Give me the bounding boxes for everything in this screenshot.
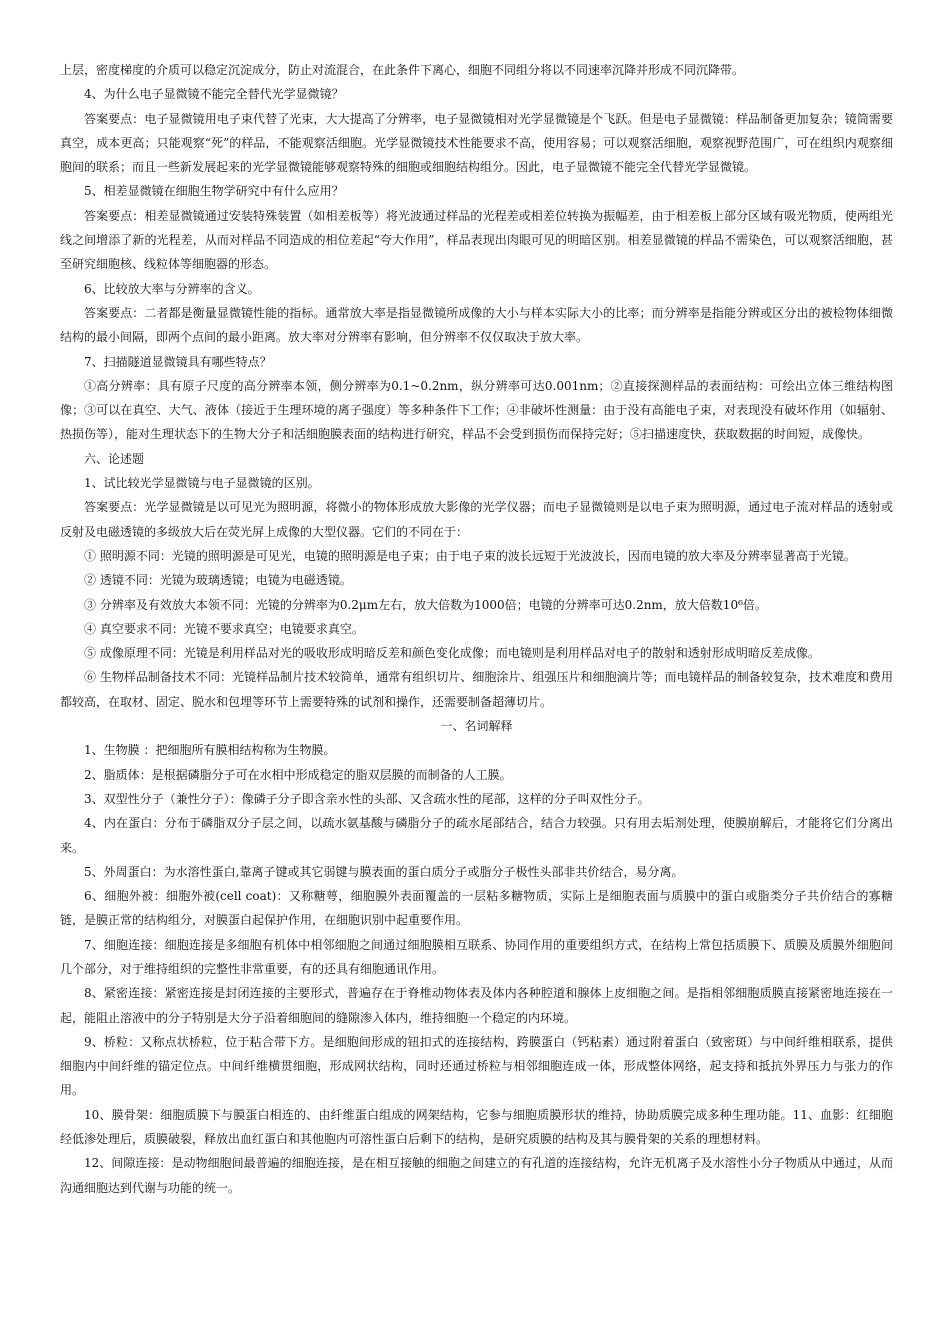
section-heading-essay: 六、论述题 bbox=[84, 451, 145, 466]
term-membrane-skeleton: 10、膜骨架：细胞质膜下与膜蛋白相连的、由纤维蛋白组成的网架结构，它参与细胞质膜形状的维持，协助质膜完成多种生理功能。11、血影：红细胞经低渗处理后，质膜破裂，释放出血红蛋白和其他胞内可溶性蛋白后剩下的结构，是研究质膜的结构及其与膜骨架的关系的理想材料。 bbox=[60, 1107, 893, 1147]
question-7: 7、扫描隧道显微镜具有哪些特点？ bbox=[84, 354, 272, 369]
term-peripheral-protein: 5、外周蛋白：为水溶性蛋白,靠离子键或其它弱键与膜表面的蛋白质分子或脂分子极性头部非共价结合，易分离。 bbox=[84, 864, 684, 879]
term-gap-junction: 12、间隙连接：是动物细胞间最普遍的细胞连接，是在相互接触的细胞之间建立的有孔道的连接结构，允许无机离子及水溶性小分子物质从中通过，从而沟通细胞达到代谢与功能的统一。 bbox=[60, 1156, 893, 1195]
question-4: 4、为什么电子显微镜不能完全替代光学显微镜？ bbox=[84, 87, 344, 102]
term-biomembrane: 1、生物膜 ：把细胞所有膜相结构称为生物膜。 bbox=[84, 743, 336, 758]
term-integral-protein: 4、内在蛋白：分布于磷脂双分子层之间，以疏水氨基酸与磷脂分子的疏水尾部结合，结合力较强。只有用去垢剂处理，使膜崩解后，才能将它们分离出来。 bbox=[60, 816, 893, 855]
difference-item-2: ② 透镜不同：光镜为玻璃透镜；电镜为电磁透镜。 bbox=[84, 573, 352, 588]
essay-answer-intro: 答案要点：光学显微镜是以可见光为照明源，将微小的物体形成放大影像的光学仪器；而电子显微镜则是以电子束为照明源，通过电子流对样品的透射或反射及电磁透镜的多级放大后在荧光屏上成像的大型仪器。它们的不同在于： bbox=[60, 500, 893, 539]
document-page bbox=[60, 58, 893, 1200]
term-liposome: 2、脂质体：是根据磷脂分子可在水相中形成稳定的脂双层膜的而制备的人工膜。 bbox=[84, 767, 512, 782]
difference-item-6: ⑥ 生物样品制备技术不同：光镜样品制片技术较简单，通常有组织切片、细胞涂片、组强压片和细胞滴片等；而电镜样品的制备较复杂，技术难度和费用都较高，在取材、固定、脱水和包埋等环节上需要特殊的试剂和操作，还需要制备超薄切片。 bbox=[60, 670, 893, 709]
question-6: 6、比较放大率与分辨率的含义。 bbox=[84, 281, 260, 296]
term-amphipathic-molecule: 3、双型性分子（兼性分子）：像磷子分子即含亲水性的头部、又含疏水性的尾部，这样的分子叫双性分子。 bbox=[84, 791, 650, 806]
term-tight-junction: 8、紧密连接：紧密连接是封闭连接的主要形式，普遍存在于脊椎动物体表及体内各种腔道和腺体上皮细胞之间。是指相邻细胞质膜直接紧密地连接在一起，能阻止溶液中的分子特别是大分子沿着细胞间的缝隙渗入体内，维持细胞一个稳定的内环境。 bbox=[60, 986, 893, 1025]
question-5: 5、相差显微镜在细胞生物学研究中有什么应用？ bbox=[84, 184, 344, 199]
difference-item-3: ③ 分辨率及有效放大本领不同：光镜的分辨率为0.2μm左右，放大倍数为1000倍；电镜的分辨率可达0.2nm，放大倍数10⁶倍。 bbox=[84, 597, 767, 612]
difference-item-1: ① 照明源不同：光镜的照明源是可见光，电镜的照明源是电子束；由于电子束的波长远短于光波波长，因而电镜的放大率及分辨率显著高于光镜。 bbox=[84, 548, 856, 563]
section-heading-terms: 一、名词解释 bbox=[440, 719, 513, 734]
paragraph-continuation: 上层，密度梯度的介质可以稳定沉淀成分，防止对流混合，在此条件下离心，细胞不同组分将以不同速率沉降并形成不同沉降带。 bbox=[60, 63, 745, 77]
term-cell-junction: 7、细胞连接：细胞连接是多细胞有机体中相邻细胞之间通过细胞膜相互联系、协同作用的重要组织方式，在结构上常包括质膜下、质膜及质膜外细胞间几个部分，对于维持组织的完整性非常重要，有的还具有细胞通讯作用。 bbox=[60, 937, 893, 976]
term-cell-coat: 6、细胞外被：细胞外被(cell coat)：又称糖萼，细胞膜外表面覆盖的一层粘多糖物质，实际上是细胞表面与质膜中的蛋白或脂类分子共价结合的寡糖链，是膜正常的结构组分，对膜蛋白起保护作用，在细胞识别中起重要作用。 bbox=[60, 889, 893, 928]
answer-7: ①高分辨率：具有原子尺度的高分辨率本领，侧分辨率为0.1~0.2nm，纵分辨率可达0.001nm；②直接探测样品的表面结构：可绘出立体三维结构图像；③可以在真空、大气、液体（接近于生理环境的离子强度）等多种条件下工作；④非破坏性测量：由于没有高能电子束，对表现没有破坏作用（如辐射、热损伤等），能对生理状态下的生物大分子和活细胞膜表面的结构进行研究，样品不会受到损伤而保持完好；⑤扫描速度快，获取数据的时间短，成像快。 bbox=[60, 378, 893, 442]
term-desmosome: 9、桥粒：又称点状桥粒，位于粘合带下方。是细胞间形成的钮扣式的连接结构，跨膜蛋白（钙粘素）通过附着蛋白（致密斑）与中间纤维相联系，提供细胞内中间纤维的锚定位点。中间纤维横贯细胞，形成网状结构，同时还通过桥粒与相邻细胞连成一体，形成整体网络，起支持和抵抗外界压力与张力的作用。 bbox=[60, 1034, 893, 1098]
difference-item-4: ④ 真空要求不同：光镜不要求真空；电镜要求真空。 bbox=[84, 621, 364, 636]
answer-6: 答案要点：二者都是衡量显微镜性能的指标。通常放大率是指显微镜所成像的大小与样本实际大小的比率；而分辨率是指能分辨或区分出的被检物体细微结构的最小间隔，即两个点间的最小距离。放大率对分辨率有影响，但分辨率不仅仅取决于放大率。 bbox=[60, 305, 893, 345]
answer-5: 答案要点：相差显微镜通过安装特殊装置（如相差板等）将光波通过样品的光程差或相差位转换为振幅差，由于相差板上部分区域有吸光物质，使两组光线之间增添了新的光程差，从而对样品不同造成的相位差起“夸大作用”，样品表现出肉眼可见的明暗区别。相差显微镜的样品不需染色，可以观察活细胞，甚至研究细胞核、线粒体等细胞器的形态。 bbox=[60, 208, 893, 272]
difference-item-5: ⑤ 成像原理不同：光镜是利用样品对光的吸收形成明暗反差和颜色变化成像；而电镜则是利用样品对电子的散射和透射形成明暗反差成像。 bbox=[84, 646, 820, 661]
essay-question-1: 1、试比较光学显微镜与电子显微镜的区别。 bbox=[84, 476, 320, 491]
answer-4: 答案要点：电子显微镜用电子束代替了光束，大大提高了分辨率，电子显微镜相对光学显微镜是个飞跃。但是电子显微镜：样品制备更加复杂；镜筒需要真空，成本更高；只能观察“死”的样品，不能观察活细胞。光学显微镜技术性能要求不高，使用容易；可以观察活细胞，观察视野范围广，可在组织内观察细胞间的联系；而且一些新发展起来的光学显微镜能够观察特殊的细胞或细胞结构组分。因此，电子显微镜不能完全代替光学显微镜。 bbox=[60, 111, 893, 175]
